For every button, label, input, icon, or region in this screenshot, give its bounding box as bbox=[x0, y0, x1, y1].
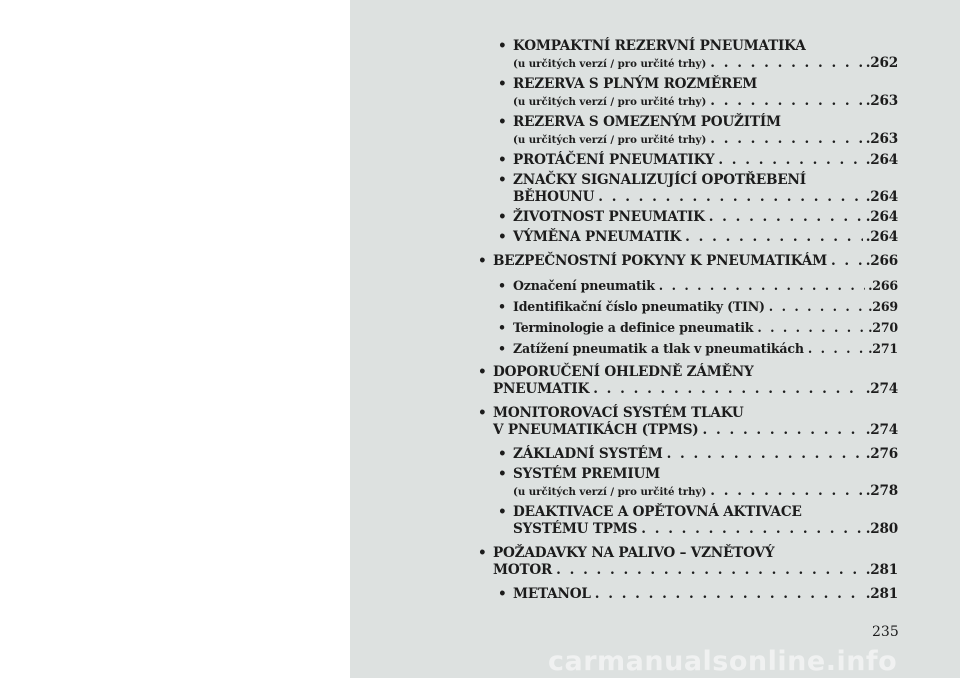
toc-entry-title: ZNAČKY SIGNALIZUJÍCÍ OPOTŘEBENÍ bbox=[513, 172, 806, 188]
dot-leader bbox=[685, 229, 863, 246]
toc-entry-line bbox=[513, 38, 898, 55]
toc-entry[interactable] bbox=[478, 277, 898, 294]
toc-entry-title: MOTOR bbox=[493, 562, 553, 578]
toc-entry[interactable] bbox=[478, 38, 898, 73]
bullet-icon: • bbox=[498, 320, 506, 335]
toc-page-number: .281 bbox=[865, 562, 898, 578]
toc-page-number: .266 bbox=[865, 253, 898, 269]
toc-entry-title: BEZPEČNOSTNÍ POKYNY K PNEUMATIKÁM bbox=[493, 253, 827, 269]
dot-leader bbox=[710, 483, 862, 500]
toc-entry-line bbox=[513, 93, 898, 111]
toc-page-number: .281 bbox=[865, 586, 898, 602]
toc-entry-line bbox=[493, 253, 898, 270]
dot-leader bbox=[595, 586, 863, 603]
toc-entry-title: MONITOROVACÍ SYSTÉM TLAKU bbox=[493, 405, 744, 421]
toc-entry-line bbox=[493, 381, 898, 398]
dot-leader bbox=[598, 189, 862, 206]
toc-page-number: .264 bbox=[865, 229, 898, 245]
toc-entry-line bbox=[513, 209, 898, 226]
toc-entry-title: Terminologie a definice pneumatik bbox=[513, 320, 754, 335]
toc-entry-note: (u určitých verzí / pro určité trhy) bbox=[513, 96, 707, 108]
toc-entry-title: POŽADAVKY NA PALIVO – VZNĚTOVÝ bbox=[493, 545, 775, 561]
toc-entry-line bbox=[513, 340, 898, 357]
toc-page-number: .269 bbox=[868, 299, 898, 314]
toc-entry-note: (u určitých verzí / pro určité trhy) bbox=[513, 58, 707, 70]
toc-entry-title: PROTÁČENÍ PNEUMATIKY bbox=[513, 152, 715, 168]
toc-page-number: .274 bbox=[865, 422, 898, 438]
bullet-icon: • bbox=[498, 446, 507, 462]
dot-leader bbox=[710, 93, 862, 110]
bullet-icon: • bbox=[498, 299, 506, 314]
toc-entry[interactable] bbox=[478, 466, 898, 501]
toc-entry-title: DEAKTIVACE A OPĚTOVNÁ AKTIVACE bbox=[513, 504, 802, 520]
toc-page-number: .276 bbox=[865, 446, 898, 462]
toc-entry[interactable] bbox=[478, 298, 898, 315]
toc-entry-title: PNEUMATIK bbox=[493, 381, 590, 397]
toc-entry-line bbox=[513, 55, 898, 73]
dot-leader bbox=[757, 319, 865, 336]
dot-leader bbox=[769, 298, 865, 315]
dot-leader bbox=[710, 55, 862, 72]
dot-leader bbox=[710, 131, 862, 148]
toc-entry[interactable] bbox=[478, 405, 898, 439]
bullet-icon: • bbox=[498, 341, 506, 356]
toc-page-number: .271 bbox=[868, 341, 898, 356]
toc-entry-title: V PNEUMATIKÁCH (TPMS) bbox=[493, 422, 699, 438]
toc-entry[interactable] bbox=[478, 504, 898, 538]
toc-entry-line bbox=[513, 131, 898, 149]
toc-entry[interactable] bbox=[478, 114, 898, 149]
toc-entry-title: ZÁKLADNÍ SYSTÉM bbox=[513, 446, 663, 462]
toc-entry-note: (u určitých verzí / pro určité trhy) bbox=[513, 486, 707, 498]
dot-leader bbox=[831, 253, 863, 270]
toc-entry-title: BĚHOUNU bbox=[513, 189, 595, 205]
toc-page-number: .262 bbox=[865, 55, 898, 71]
toc-entry[interactable] bbox=[478, 253, 898, 270]
table-of-contents bbox=[478, 38, 898, 603]
bullet-icon: • bbox=[498, 152, 507, 168]
toc-entry[interactable] bbox=[478, 229, 898, 246]
toc-entry-line bbox=[513, 172, 898, 189]
bullet-icon: • bbox=[498, 172, 507, 188]
dot-leader bbox=[703, 422, 863, 439]
watermark-text: carmanualsonline.info bbox=[548, 646, 898, 677]
toc-entry-title: VÝMĚNA PNEUMATIK bbox=[513, 229, 682, 245]
bullet-icon: • bbox=[498, 38, 507, 54]
toc-entry[interactable] bbox=[478, 340, 898, 357]
dot-leader bbox=[641, 521, 862, 538]
toc-entry-line bbox=[513, 586, 898, 603]
page-number: 235 bbox=[872, 624, 899, 640]
toc-entry-title: Označení pneumatik bbox=[513, 278, 655, 293]
toc-entry-line bbox=[493, 364, 898, 381]
bullet-icon: • bbox=[478, 253, 487, 269]
toc-page-number: .280 bbox=[865, 521, 898, 537]
toc-entry-note: (u určitých verzí / pro určité trhy) bbox=[513, 134, 707, 146]
toc-page-number: .263 bbox=[865, 131, 898, 147]
toc-entry-line bbox=[513, 76, 898, 93]
toc-entry-line bbox=[513, 521, 898, 538]
dot-leader bbox=[667, 446, 863, 463]
bullet-icon: • bbox=[498, 229, 507, 245]
toc-entry-title: SYSTÉM PREMIUM bbox=[513, 466, 660, 482]
toc-entry[interactable] bbox=[478, 172, 898, 206]
bullet-icon: • bbox=[498, 114, 507, 130]
bullet-icon: • bbox=[498, 209, 507, 225]
dot-leader bbox=[709, 209, 863, 226]
bullet-icon: • bbox=[498, 466, 507, 482]
page-panel bbox=[350, 0, 960, 678]
toc-entry-line bbox=[513, 114, 898, 131]
toc-entry-line bbox=[513, 319, 898, 336]
toc-entry-title: REZERVA S OMEZENÝM POUŽITÍM bbox=[513, 114, 781, 130]
toc-page-number: .278 bbox=[865, 483, 898, 499]
toc-page-number: .264 bbox=[865, 152, 898, 168]
toc-entry[interactable] bbox=[478, 76, 898, 111]
dot-leader bbox=[659, 277, 865, 294]
toc-entry[interactable] bbox=[478, 209, 898, 226]
toc-entry-title: SYSTÉMU TPMS bbox=[513, 521, 638, 537]
bullet-icon: • bbox=[478, 545, 487, 561]
toc-entry-line bbox=[513, 466, 898, 483]
toc-entry-title: KOMPAKTNÍ REZERVNÍ PNEUMATIKA bbox=[513, 38, 806, 54]
toc-entry-line bbox=[513, 298, 898, 315]
toc-entry-line bbox=[493, 405, 898, 422]
toc-entry-title: Identifikační číslo pneumatiky (TIN) bbox=[513, 299, 765, 314]
toc-entry-title: ŽIVOTNOST PNEUMATIK bbox=[513, 209, 705, 225]
dot-leader bbox=[718, 152, 862, 169]
toc-entry-line bbox=[513, 446, 898, 463]
toc-entry-line bbox=[513, 152, 898, 169]
toc-entry[interactable] bbox=[478, 446, 898, 463]
toc-entry[interactable] bbox=[478, 319, 898, 336]
toc-page-number: .270 bbox=[868, 320, 898, 335]
bullet-icon: • bbox=[478, 405, 487, 421]
toc-entry[interactable] bbox=[478, 586, 898, 603]
toc-page-number: .274 bbox=[865, 381, 898, 397]
toc-entry-line bbox=[513, 229, 898, 246]
blank-left-margin bbox=[0, 0, 350, 678]
bullet-icon: • bbox=[478, 364, 487, 380]
toc-entry-line bbox=[493, 545, 898, 562]
toc-entry[interactable] bbox=[478, 152, 898, 169]
dot-leader bbox=[556, 562, 863, 579]
dot-leader bbox=[593, 381, 862, 398]
bullet-icon: • bbox=[498, 278, 506, 293]
toc-entry-line bbox=[493, 562, 898, 579]
toc-entry[interactable] bbox=[478, 364, 898, 398]
toc-entry-line bbox=[513, 189, 898, 206]
bullet-icon: • bbox=[498, 586, 507, 602]
toc-entry-line bbox=[513, 277, 898, 294]
toc-entry-title: METANOL bbox=[513, 586, 591, 602]
dot-leader bbox=[808, 340, 865, 357]
bullet-icon: • bbox=[498, 76, 507, 92]
toc-entry-line bbox=[513, 483, 898, 501]
toc-entry-title: REZERVA S PLNÝM ROZMĚREM bbox=[513, 76, 758, 92]
toc-entry-line bbox=[513, 504, 898, 521]
bullet-icon: • bbox=[498, 504, 507, 520]
toc-entry-title: DOPORUČENÍ OHLEDNĚ ZÁMĚNY bbox=[493, 364, 754, 380]
toc-page-number: .263 bbox=[865, 93, 898, 109]
toc-page-number: .266 bbox=[868, 278, 898, 293]
toc-page-number: .264 bbox=[865, 189, 898, 205]
toc-entry[interactable] bbox=[478, 545, 898, 579]
toc-page-number: .264 bbox=[865, 209, 898, 225]
toc-entry-title: Zatížení pneumatik a tlak v pneumatikách bbox=[513, 341, 804, 356]
toc-entry-line bbox=[493, 422, 898, 439]
